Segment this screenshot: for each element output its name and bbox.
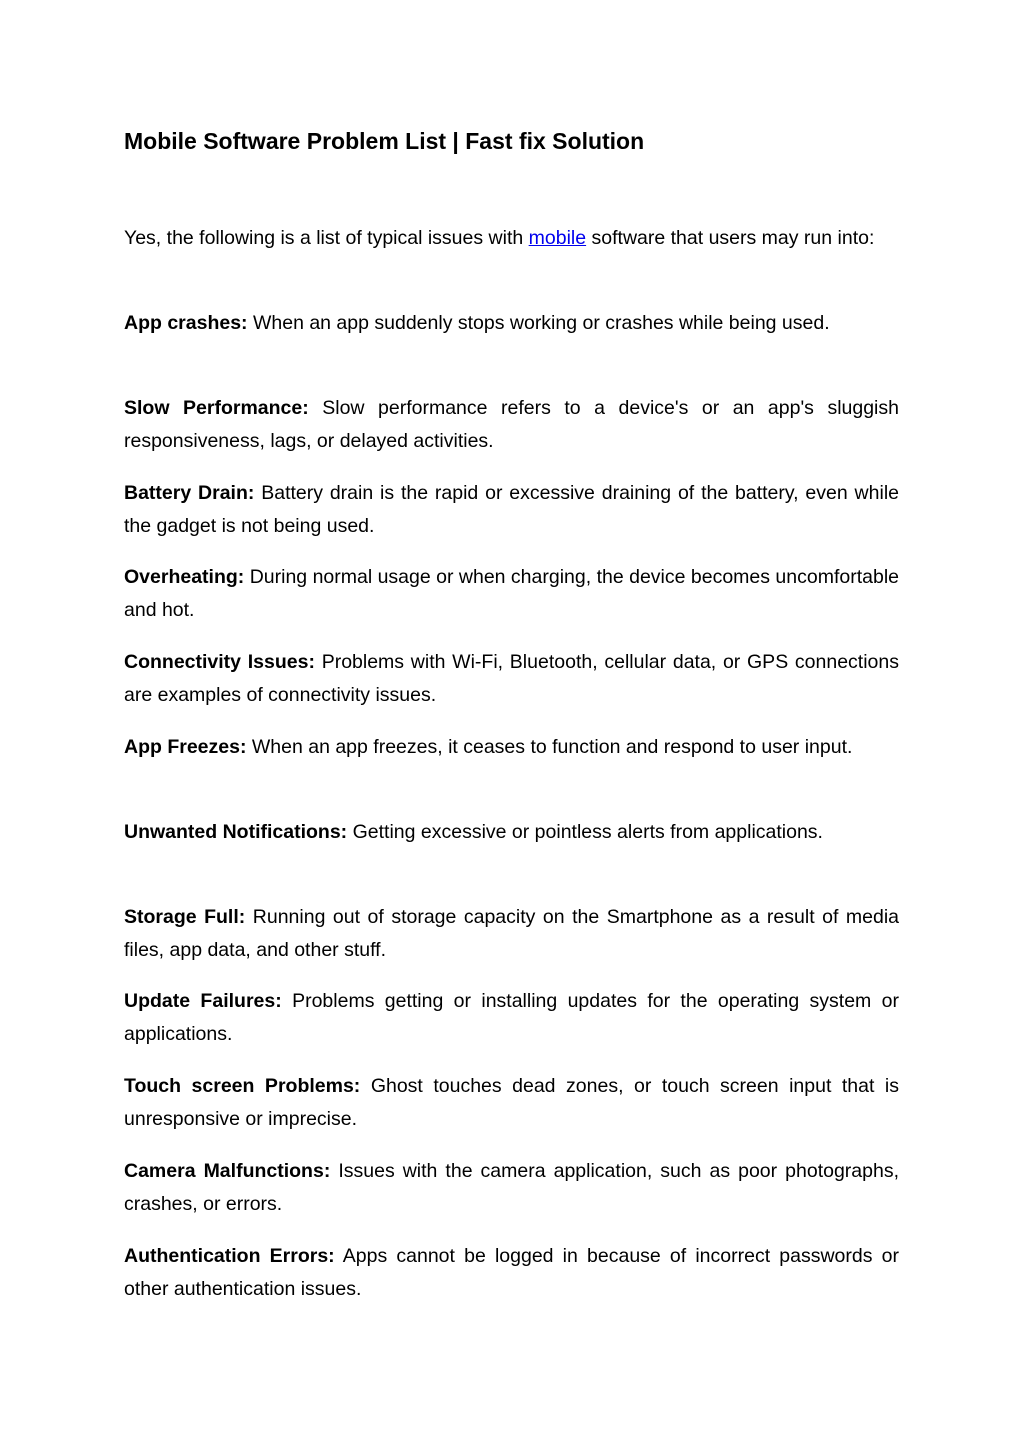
problem-description: Running out of storage capacity on the Smartphone as a result of media files, app data, and other stuff.	[124, 905, 899, 961]
problem-item-storage-full	[124, 901, 899, 967]
problem-description: When an app suddenly stops working or crashes while being used.	[252, 312, 830, 334]
document-title: Mobile Software Problem List | Fast fix Solution	[124, 128, 645, 154]
problem-description: During normal usage or when charging, the device becomes uncomfortable and hot.	[124, 566, 899, 622]
problem-item-update-failures	[124, 985, 899, 1051]
problem-item-battery-drain	[124, 477, 899, 543]
problem-description: Slow performance refers to a device's or an app's sluggish responsiveness, lags, or delayed activities.	[124, 396, 899, 452]
problem-item-camera-malfunctions	[124, 1155, 899, 1221]
problem-term: Connectivity Issues:	[124, 651, 315, 674]
problem-item-overheating	[124, 561, 899, 627]
problem-term: Storage Full:	[124, 905, 246, 928]
problem-item-app-freezes	[124, 731, 899, 797]
problem-term: Overheating:	[124, 566, 245, 589]
problem-description: Problems with Wi-Fi, Bluetooth, cellular data, or GPS connections are examples of connectivity issues.	[124, 651, 899, 707]
problem-description: When an app freezes, it ceases to function and respond to user input.	[251, 735, 853, 758]
problem-term: Update Failures:	[124, 990, 282, 1013]
problem-item-connectivity-issues	[124, 646, 899, 712]
problem-description: Ghost touches dead zones, or touch screen input that is unresponsive or imprecise.	[124, 1075, 899, 1131]
problem-description: Getting excessive or pointless alerts from applications.	[352, 820, 823, 843]
intro-text-after-link: software that users may run into:	[586, 227, 875, 249]
problem-item-authentication-errors	[124, 1240, 899, 1306]
problem-term: Authentication Errors:	[124, 1244, 335, 1267]
problem-description: Battery drain is the rapid or excessive draining of the battery, even while the gadget is not being used.	[124, 481, 899, 537]
intro-text-before-link: Yes, the following is a list of typical issues with	[124, 227, 529, 249]
mobile-link[interactable]: mobile	[528, 227, 587, 249]
problem-item-unwanted-notifications	[124, 816, 899, 882]
problem-item-app-crashes	[124, 307, 899, 373]
problem-term: App crashes:	[124, 312, 248, 334]
problem-term: App Freezes:	[124, 735, 247, 758]
problem-item-slow-performance	[124, 392, 899, 458]
problem-list	[124, 307, 899, 1325]
problem-description: Problems getting or installing updates for the operating system or applications.	[124, 990, 899, 1046]
problem-description: Issues with the camera application, such as poor photographs, crashes, or errors.	[124, 1159, 899, 1215]
problem-term: Touch screen Problems:	[124, 1075, 361, 1098]
intro-paragraph	[124, 222, 899, 255]
problem-term: Battery Drain:	[124, 481, 255, 504]
problem-term: Unwanted Notifications:	[124, 820, 348, 843]
problem-term: Camera Malfunctions:	[124, 1159, 331, 1182]
problem-item-touch-screen-problems	[124, 1070, 899, 1136]
problem-description: Apps cannot be logged in because of incorrect passwords or other authentication issues.	[124, 1244, 899, 1300]
problem-term: Slow Performance:	[124, 396, 309, 419]
